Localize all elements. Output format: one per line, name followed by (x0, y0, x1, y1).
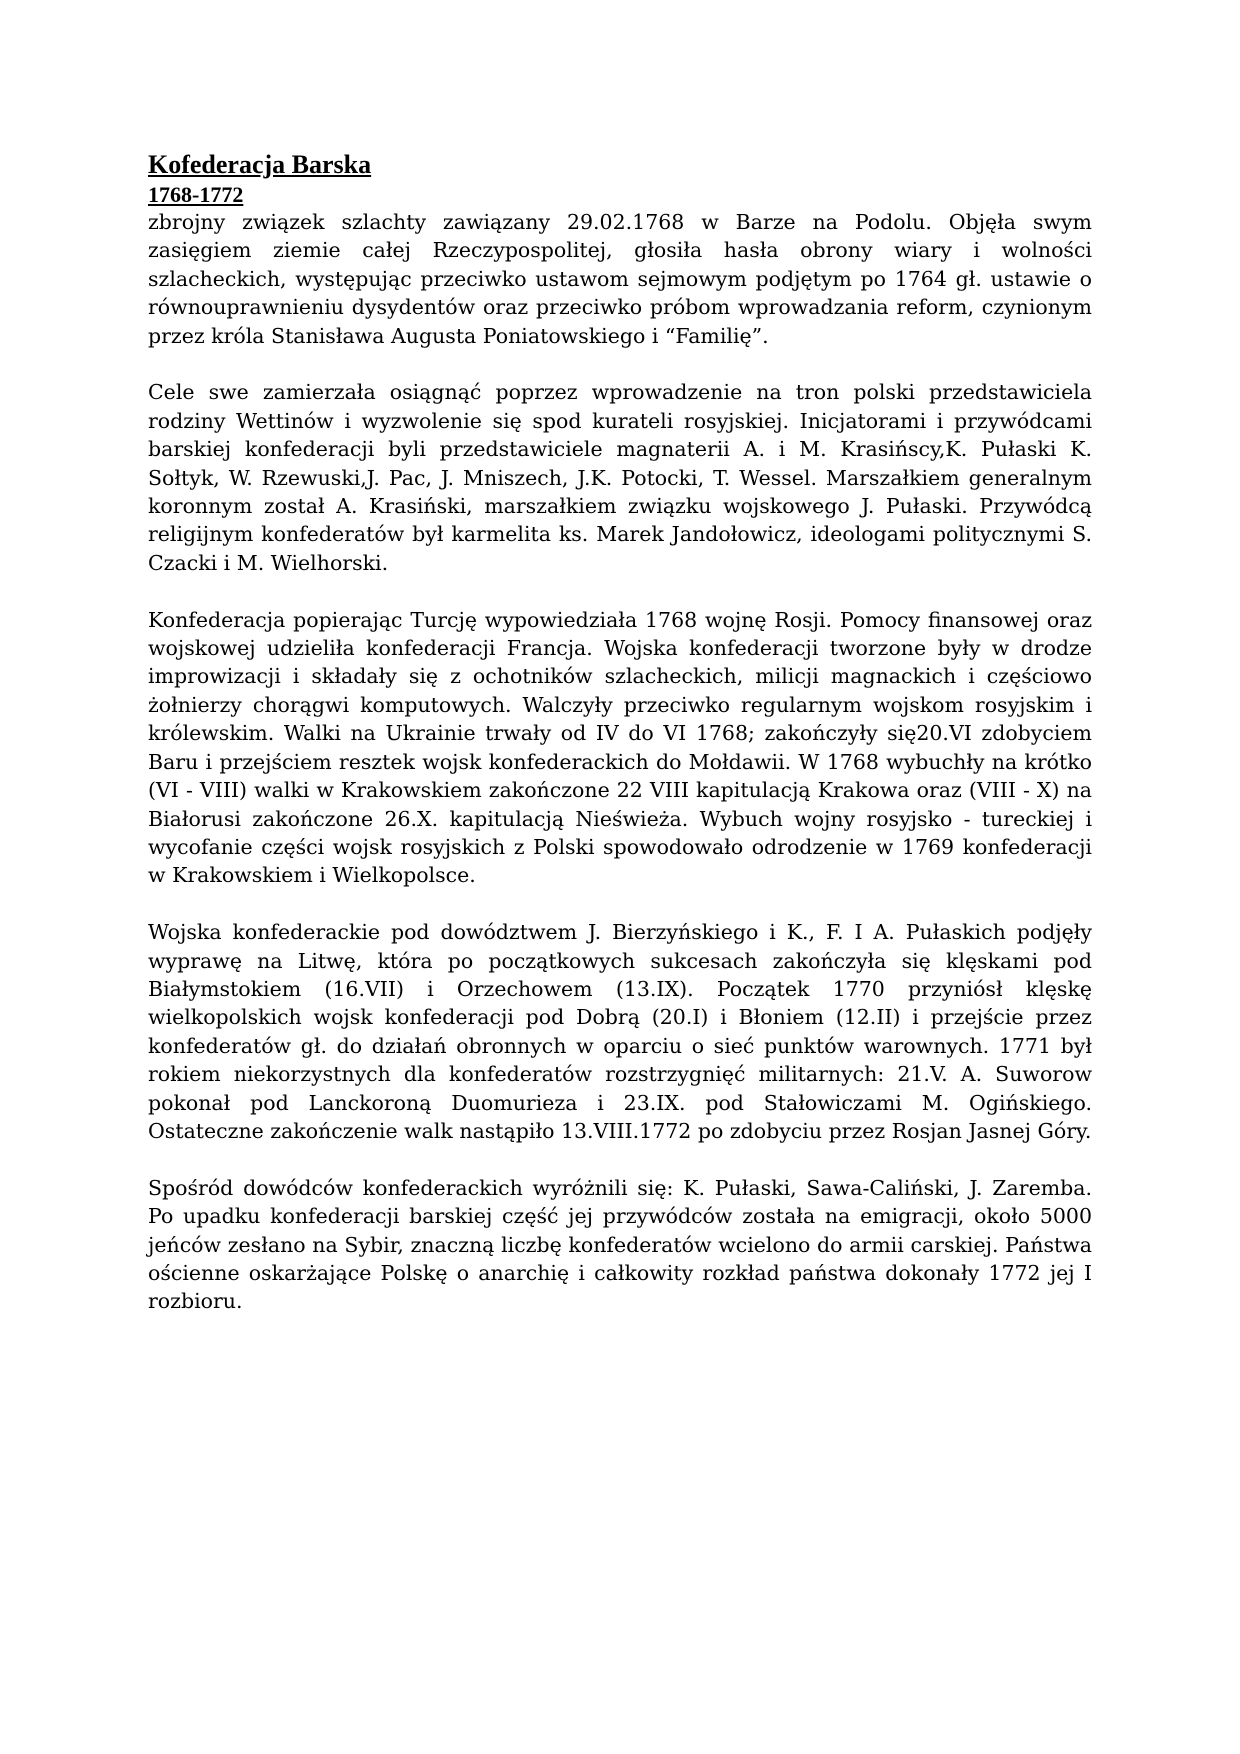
document-body (148, 148, 1092, 1344)
paragraph-goals-leaders: Cele swe zamierzała osiągnąć poprzez wprowadzenie na tron polski przedstawiciela rodziny Wettinów i wyzwolenie się spod kurateli rosyjskiej. Inicjatorami i przywódcami barskiej konfederacji byli przedstawiciele magnaterii A. i M. Krasińscy,K. Pułaski K. Sołtyk, W. Rzewuski,J. Pac, J. Mniszech, J.K. Potocki, T. Wessel. Marszałkiem generalnym koronnym został A. Krasiński, marszałkiem związku wojskowego J. Pułaski. Przywódcą religijnym konfederatów był karmelita ks. Marek Jandołowicz, ideologami politycznymi S. Czacki i M. Wielhorski. (148, 380, 1092, 575)
document-dates: 1768-1772 (148, 182, 244, 207)
paragraph-campaigns: Wojska konfederackie pod dowództwem J. Bierzyńskiego i K., F. I A. Pułaskich podjęły wyprawę na Litwę, która po początkowych sukcesach zakończyła się klęskami pod Białymstokiem (16.VII) i Orzechowem (13.IX). Początek 1770 przyniósł klęskę wielkopolskich wojsk konfederacji pod Dobrą (20.I) i Błoniem (12.II) i przejście przez konfederatów gł. do działań obronnych w oparciu o sieć punktów warownych. 1771 był rokiem niekorzystnych dla konfederatów rozstrzygnięć militarnych: 21.V. A. Suworow pokonał pod Lanckoroną Duomurieza i 23.IX. pod Stałowiczami M. Ogińskiego. Ostateczne zakończenie walk nastąpiło 13.VIII.1772 po zdobyciu przez Rosjan Jasnej Góry. (148, 920, 1092, 1143)
document-title: Kofederacja Barska (148, 150, 372, 179)
paragraph-war-course: Konfederacja popierając Turcję wypowiedziała 1768 wojnę Rosji. Pomocy finansowej oraz wojskowej udzieliła konfederacji Francja. Wojska konfederacji tworzone były w drodze improwizacji i składały się z ochotników szlacheckich, milicji magnackich i częściowo żołnierzy chorągwi komputowych. Walczyły przeciwko regularnym wojskom rosyjskim i królewskim. Walki na Ukrainie trwały od IV do VI 1768; zakończyły się20.VI zdobyciem Baru i przejściem resztek wojsk konfederackich do Mołdawii. W 1768 wybuchły na krótko (VI - VIII) walki w Krakowskiem zakończone 22 VIII kapitulacją Krakowa oraz (VIII - X) na Białorusi zakończone 26.X. kapitulacją Nieświeża. Wybuch wojny rosyjsko - tureckiej i wycofanie części wojsk rosyjskich z Polski spowodowało odrodzenie w 1769 konfederacji w Krakowskiem i Wielkopolsce. (148, 607, 1092, 888)
paragraph-definition: zbrojny związek szlachty zawiązany 29.02.1768 w Barze na Podolu. Objęła swym zasięgiem ziemie całej Rzeczypospolitej, głosiła hasła obrony wiary i wolności szlacheckich, występując przeciwko ustawom sejmowym podjętym po 1764 gł. ustawie o równouprawnieniu dysydentów oraz przeciwko próbom wprowadzania reform, czynionym przez króla Stanisława Augusta Poniatowskiego i “Familię”. (148, 210, 1092, 348)
paragraph-aftermath: Spośród dowódców konfederackich wyróżnili się: K. Pułaski, Sawa-Caliński, J. Zaremba. Po upadku konfederacji barskiej część jej przywódców została na emigracji, około 5000 jeńców zesłano na Sybir, znaczną liczbę konfederatów wcielono do armii carskiej. Państwa ościenne oskarżające Polskę o anarchię i całkowity rozkład państwa dokonały 1772 jej I rozbioru. (148, 1175, 1092, 1314)
